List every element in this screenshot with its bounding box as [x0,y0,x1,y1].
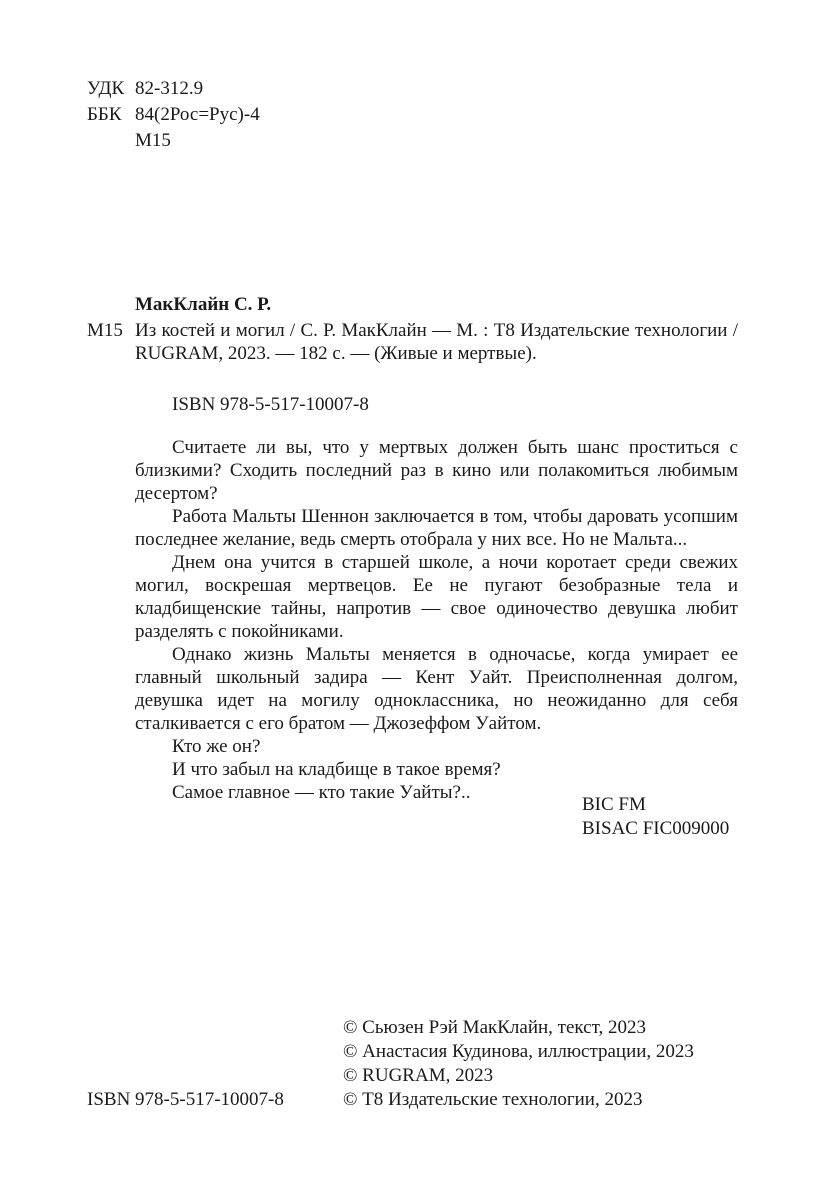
udk-value: 82-312.9 [135,78,204,99]
catalog-code: М15 [87,320,123,341]
bibliographic-record: Из костей и могил / С. Р. МакКлайн — М. : Т8 Издательские технологии / RUGRAM, 2023. — 182 с. — (Живые и мертвые). [135,320,738,364]
author-mark: М15 [135,130,171,151]
copyright-line: © Сьюзен Рэй МакКлайн, текст, 2023 [343,1017,646,1038]
annotation-paragraph: Работа Мальты Шеннон заключается в том, чтобы даровать усопшим последнее желание, ведь смерть отобрала у них все. Но не Мальта... [135,506,738,550]
bic-code: BIC FM [582,794,646,815]
annotation-paragraph: Считаете ли вы, что у мертвых должен быть шанс проститься с близкими? Сходить последний раз в кино или полакомиться любимым десертом? [135,437,738,504]
annotation [135,436,738,804]
copyright-line: © Анастасия Кудинова, иллюстрации, 2023 [343,1041,694,1062]
bbk-value: 84(2Рос=Рус)-4 [135,104,260,125]
bbk-label: ББК [87,104,122,125]
copyright-line: © RUGRAM, 2023 [343,1065,494,1086]
catalog-isbn: ISBN 978-5-517-10007-8 [172,394,369,415]
annotation-paragraph: Кто же он? [172,736,261,757]
bisac-code: BISAC FIC009000 [582,818,730,839]
annotation-paragraph: Самое главное — кто такие Уайты?.. [172,782,471,803]
catalog-author: МакКлайн С. Р. [135,294,272,315]
copyright-line: © Т8 Издательские технологии, 2023 [343,1089,643,1110]
annotation-paragraph: Однако жизнь Мальты меняется в одночасье, когда умирает ее главный школьный задира — Кент Уайт. Преисполненная долгом, девушка идет на могилу одноклассника, но неожиданно для себя сталкивается с его братом — Джозеффом Уайтом. [135,644,738,734]
annotation-paragraph: И что забыл на кладбище в такое время? [172,759,501,780]
annotation-paragraph: Днем она учится в старшей школе, а ночи коротает среди свежих могил, воскрешая мертвецов. Ее не пугают безобразные тела и кладбищенские тайны, напротив — свое одиночество девушка любит разделять с покойниками. [135,552,738,642]
udk-label: УДК [87,78,125,99]
bottom-isbn: ISBN 978-5-517-10007-8 [87,1089,284,1110]
